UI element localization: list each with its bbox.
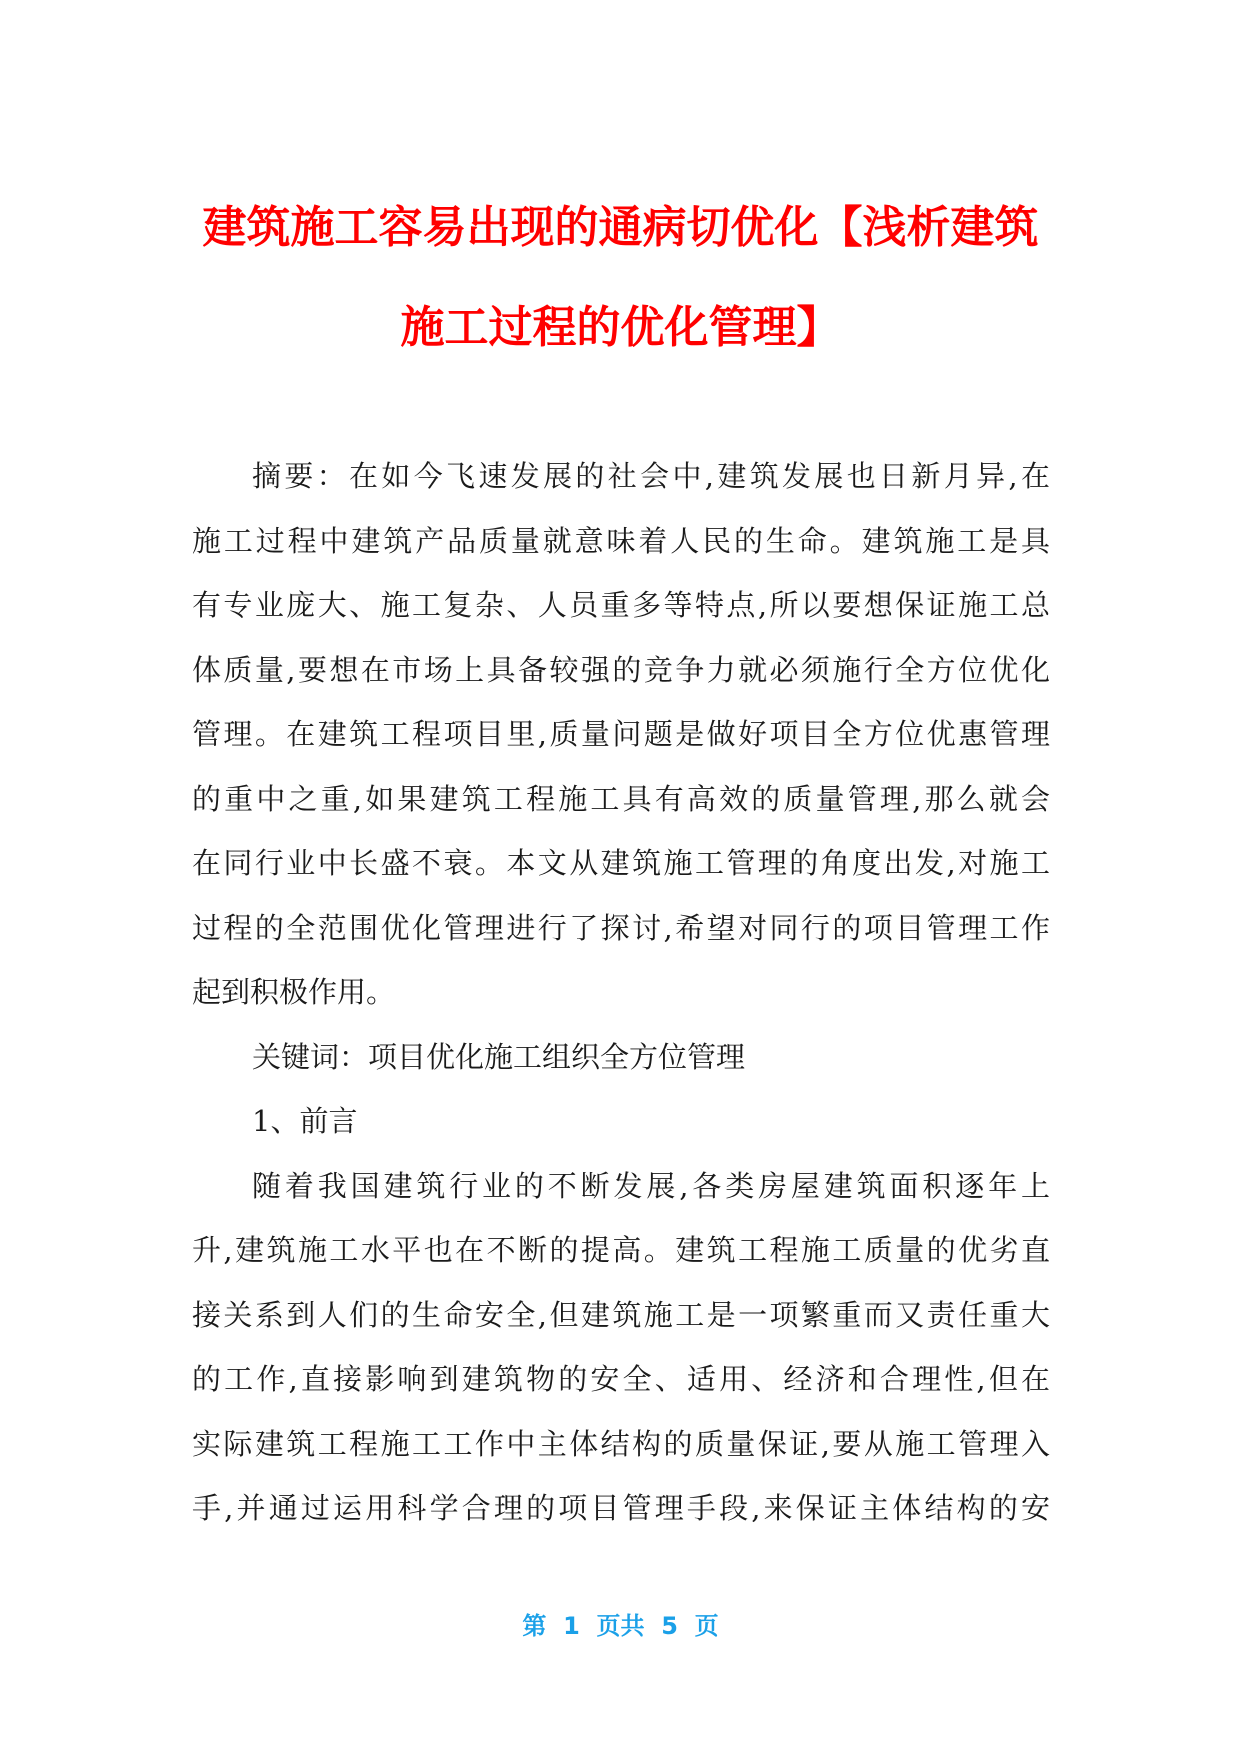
body-line: 在同行业中长盛不衰。本文从建筑施工管理的角度出发,对施工 [192, 846, 1050, 880]
body-line: 摘要：在如今飞速发展的社会中,建筑发展也日新月异,在 [252, 459, 1050, 493]
body-line: 实际建筑工程施工工作中主体结构的质量保证,要从施工管理入 [192, 1426, 1050, 1461]
page-footer: 第 1 页共 5 页 [522, 1612, 719, 1640]
body-line: 接关系到人们的生命安全,但建筑施工是一项繁重而又责任重大 [192, 1297, 1050, 1332]
title-line-1: 建筑施工容易出现的通病切优化【浅析建筑 [202, 202, 1039, 253]
body-line: 随着我国建筑行业的不断发展,各类房屋建筑面积逐年上 [252, 1168, 1050, 1203]
body-line: 起到积极作用。 [192, 975, 396, 1009]
body-line: 施工过程中建筑产品质量就意味着人民的生命。建筑施工是具 [192, 523, 1050, 558]
body-line: 的工作,直接影响到建筑物的安全、适用、经济和合理性,但在 [192, 1362, 1050, 1396]
document-title [160, 178, 1081, 378]
title-line-2: 施工过程的优化管理】 [400, 302, 841, 353]
body-line: 有专业庞大、施工复杂、人员重多等特点,所以要想保证施工总 [192, 588, 1050, 622]
body-line: 升,建筑施工水平也在不断的提高。建筑工程施工质量的优劣直 [192, 1233, 1050, 1267]
body-line: 体质量,要想在市场上具备较强的竞争力就必须施行全方位优化 [192, 652, 1050, 687]
body-line: 1、前言 [252, 1104, 358, 1138]
body-line: 管理。在建筑工程项目里,质量问题是做好项目全方位优惠管理 [192, 717, 1050, 751]
body-text [192, 444, 1050, 1541]
body-line: 关键词：项目优化施工组织全方位管理 [252, 1039, 746, 1074]
body-line: 的重中之重,如果建筑工程施工具有高效的质量管理,那么就会 [192, 781, 1050, 816]
body-line: 手,并通过运用科学合理的项目管理手段,来保证主体结构的安 [192, 1491, 1050, 1525]
body-line: 过程的全范围优化管理进行了探讨,希望对同行的项目管理工作 [192, 910, 1050, 945]
